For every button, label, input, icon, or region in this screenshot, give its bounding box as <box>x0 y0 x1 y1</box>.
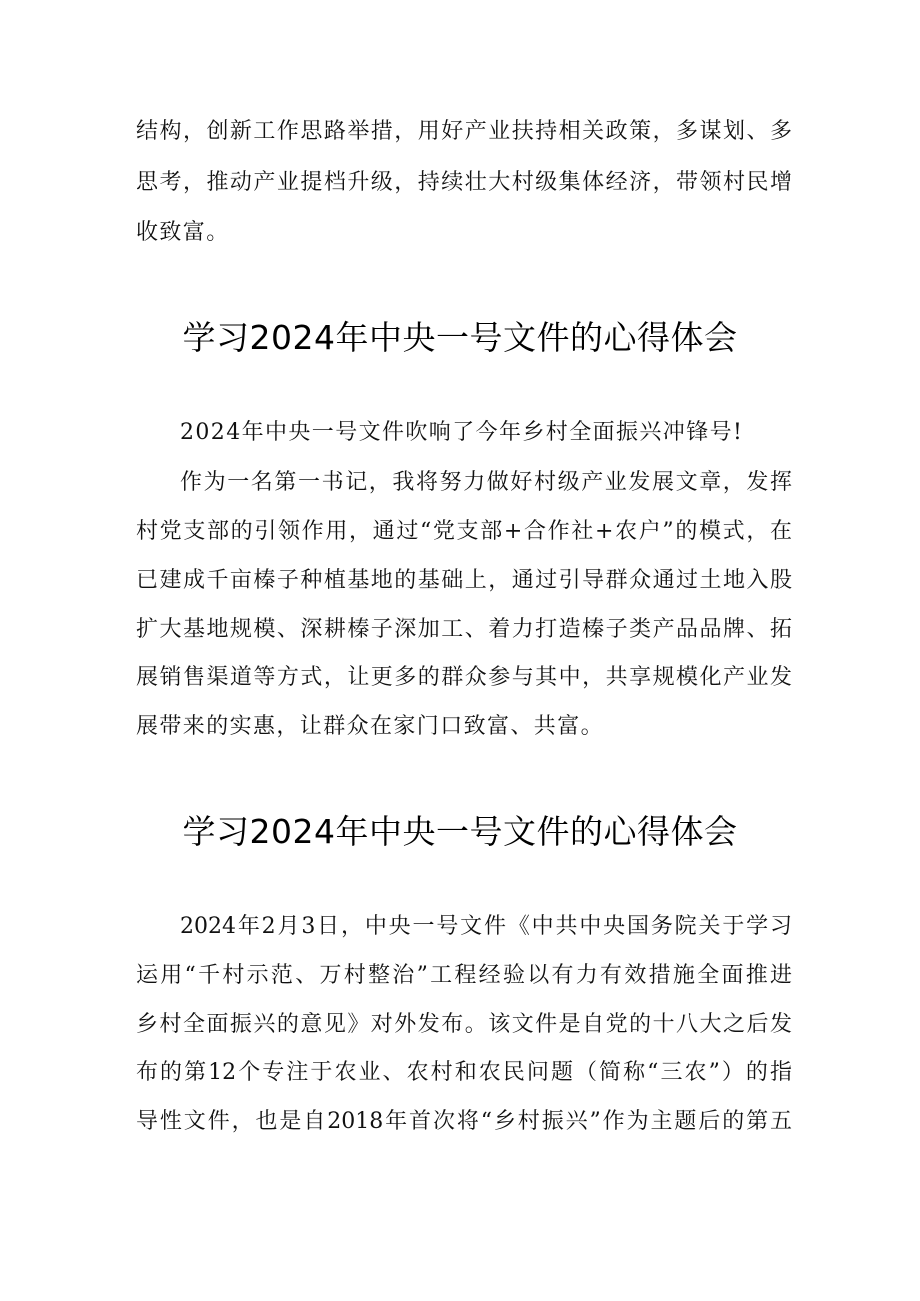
paragraph-line: 扩大基地规模、深耕榛子深加工、着力打造榛子类产品品牌、拓 <box>136 617 792 642</box>
paragraph-line: 展销售渠道等方式，让更多的群众参与其中，共享规模化产业发 <box>136 665 792 690</box>
paragraph-line: 已建成千亩榛子种植基地的基础上，通过引导群众通过土地入股 <box>136 568 792 593</box>
paragraph-line: 展带来的实惠，让群众在家门口致富、共富。 <box>136 714 605 739</box>
paragraph-line: 导性文件，也是自2018年首次将“乡村振兴”作为主题后的第五 <box>136 1109 792 1134</box>
paragraph-line: 2024年2月3日，中央一号文件《中共中央国务院关于学习 <box>180 914 792 939</box>
paragraph-line: 运用“千村示范、万村整治”工程经验以有力有效措施全面推进 <box>136 963 792 988</box>
paragraph-line: 作为一名第一书记，我将努力做好村级产业发展文章，发挥 <box>180 470 792 495</box>
paragraph-line: 思考，推动产业提档升级，持续壮大村级集体经济，带领村民增 <box>136 170 792 195</box>
paragraph-line: 乡村全面振兴的意见》对外发布。该文件是自党的十八大之后发 <box>136 1012 792 1037</box>
paragraph-line: 布的第12个专注于农业、农村和农民问题（简称“三农”）的指 <box>136 1060 792 1085</box>
paragraph-line: 村党支部的引领作用，通过“党支部+合作社+农户”的模式，在 <box>136 519 792 544</box>
paragraph-line: 结构，创新工作思路举措，用好产业扶持相关政策，多谋划、多 <box>136 119 792 144</box>
paragraph-line: 2024年中央一号文件吹响了今年乡村全面振兴冲锋号! <box>180 420 744 445</box>
paragraph-line: 收致富。 <box>136 220 230 245</box>
section-title: 学习2024年中央一号文件的心得体会 <box>182 812 738 851</box>
section-title: 学习2024年中央一号文件的心得体会 <box>182 318 738 357</box>
